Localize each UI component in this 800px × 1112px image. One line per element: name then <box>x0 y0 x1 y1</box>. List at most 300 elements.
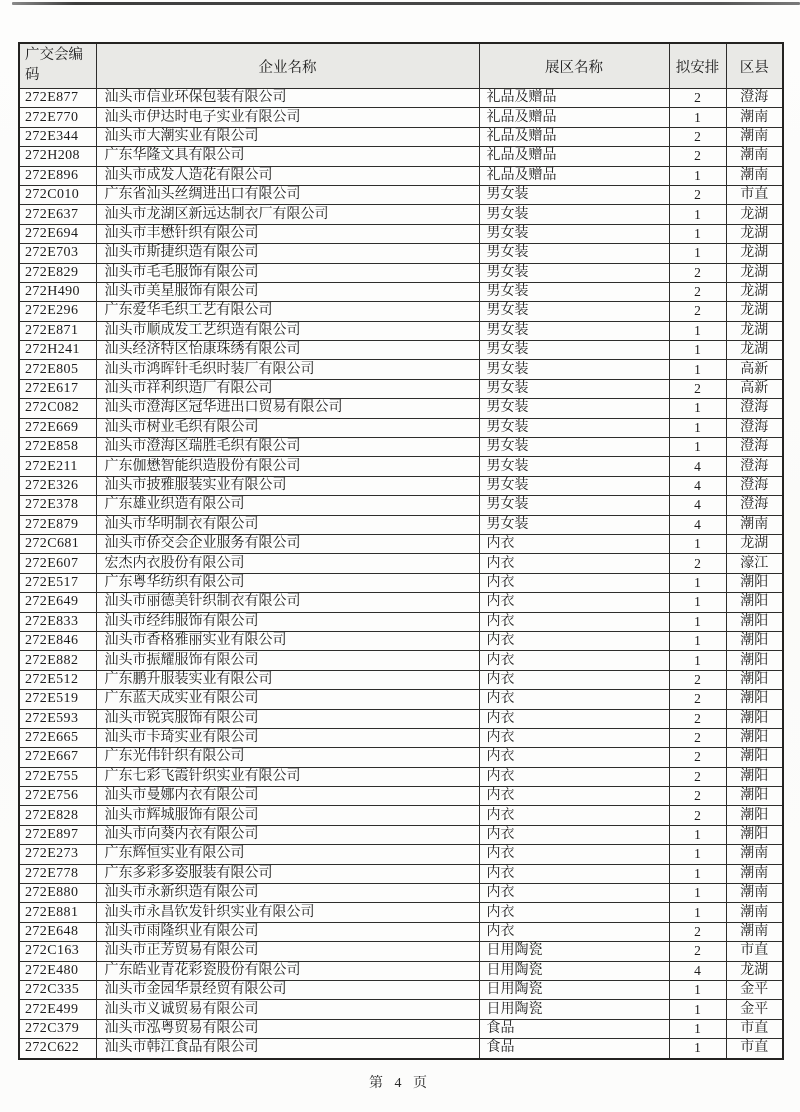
cell-district: 潮阳 <box>726 631 783 650</box>
cell-planned: 2 <box>669 147 726 166</box>
cell-planned: 1 <box>669 166 726 185</box>
cell-fair-code: 272E703 <box>19 244 96 263</box>
cell-planned: 1 <box>669 825 726 844</box>
header-row <box>19 43 783 89</box>
cell-company-name: 汕头市毛毛服饰有限公司 <box>96 263 479 282</box>
cell-zone-name: 日用陶瓷 <box>479 961 669 980</box>
cell-planned: 2 <box>669 748 726 767</box>
cell-zone-name: 内衣 <box>479 884 669 903</box>
cell-fair-code: 272E846 <box>19 631 96 650</box>
table-row <box>19 651 783 670</box>
table-row <box>19 942 783 961</box>
cell-company-name: 宏杰内衣股份有限公司 <box>96 554 479 573</box>
cell-planned: 2 <box>669 670 726 689</box>
cell-district: 潮阳 <box>726 787 783 806</box>
cell-zone-name: 内衣 <box>479 825 669 844</box>
cell-zone-name: 日用陶瓷 <box>479 942 669 961</box>
cell-company-name: 汕头市雨隆织业有限公司 <box>96 922 479 941</box>
cell-company-name: 汕头市披雅服装实业有限公司 <box>96 476 479 495</box>
table-row <box>19 690 783 709</box>
cell-company-name: 汕头市澄海区瑞胜毛织有限公司 <box>96 438 479 457</box>
cell-district: 潮阳 <box>726 728 783 747</box>
table-row <box>19 1039 783 1059</box>
cell-planned: 1 <box>669 534 726 553</box>
cell-district: 澄海 <box>726 418 783 437</box>
cell-planned: 1 <box>669 1039 726 1059</box>
cell-planned: 1 <box>669 651 726 670</box>
cell-district: 潮南 <box>726 845 783 864</box>
cell-company-name: 汕头市曼娜内衣有限公司 <box>96 787 479 806</box>
cell-district: 潮阳 <box>726 612 783 631</box>
cell-fair-code: 272H490 <box>19 282 96 301</box>
cell-zone-name: 男女装 <box>479 263 669 282</box>
cell-planned: 1 <box>669 341 726 360</box>
cell-planned: 2 <box>669 263 726 282</box>
cell-district: 龙湖 <box>726 534 783 553</box>
cell-district: 澄海 <box>726 457 783 476</box>
cell-planned: 2 <box>669 127 726 146</box>
table-row <box>19 864 783 883</box>
cell-district: 金平 <box>726 1000 783 1019</box>
cell-planned: 1 <box>669 612 726 631</box>
table-row <box>19 806 783 825</box>
cell-zone-name: 礼品及赠品 <box>479 166 669 185</box>
column-header-planned: 拟安排 <box>669 43 726 89</box>
table-row <box>19 612 783 631</box>
table-row <box>19 593 783 612</box>
cell-planned: 1 <box>669 845 726 864</box>
cell-company-name: 汕头市鸿晖针毛织时装厂有限公司 <box>96 360 479 379</box>
table-row <box>19 89 783 108</box>
cell-fair-code: 272E897 <box>19 825 96 844</box>
cell-zone-name: 男女装 <box>479 185 669 204</box>
cell-district: 潮南 <box>726 127 783 146</box>
cell-zone-name: 男女装 <box>479 515 669 534</box>
cell-company-name: 汕头市侨交会企业服务有限公司 <box>96 534 479 553</box>
cell-zone-name: 内衣 <box>479 709 669 728</box>
cell-planned: 4 <box>669 457 726 476</box>
table-row <box>19 205 783 224</box>
table-row <box>19 631 783 650</box>
cell-company-name: 汕头市大潮实业有限公司 <box>96 127 479 146</box>
cell-planned: 2 <box>669 942 726 961</box>
column-header-district: 区县 <box>726 43 783 89</box>
cell-fair-code: 272E896 <box>19 166 96 185</box>
table-row <box>19 961 783 980</box>
cell-company-name: 汕头市斯捷织造有限公司 <box>96 244 479 263</box>
table-row <box>19 302 783 321</box>
table-row <box>19 709 783 728</box>
cell-planned: 1 <box>669 631 726 650</box>
table-row <box>19 845 783 864</box>
cell-company-name: 广东光伟针织有限公司 <box>96 748 479 767</box>
cell-zone-name: 内衣 <box>479 748 669 767</box>
cell-planned: 1 <box>669 438 726 457</box>
cell-district: 龙湖 <box>726 341 783 360</box>
cell-fair-code: 272C163 <box>19 942 96 961</box>
cell-district: 高新 <box>726 360 783 379</box>
table-row <box>19 399 783 418</box>
cell-planned: 1 <box>669 1019 726 1038</box>
cell-zone-name: 内衣 <box>479 903 669 922</box>
cell-planned: 1 <box>669 864 726 883</box>
table-row <box>19 496 783 515</box>
cell-district: 龙湖 <box>726 302 783 321</box>
cell-company-name: 广东辉恒实业有限公司 <box>96 845 479 864</box>
cell-district: 市直 <box>726 1019 783 1038</box>
cell-planned: 2 <box>669 89 726 108</box>
cell-district: 澄海 <box>726 438 783 457</box>
table-row <box>19 108 783 127</box>
cell-district: 潮阳 <box>726 767 783 786</box>
table-row <box>19 147 783 166</box>
cell-fair-code: 272E512 <box>19 670 96 689</box>
cell-zone-name: 礼品及赠品 <box>479 127 669 146</box>
cell-district: 龙湖 <box>726 282 783 301</box>
cell-planned: 2 <box>669 690 726 709</box>
table-row <box>19 767 783 786</box>
cell-company-name: 汕头市永新织造有限公司 <box>96 884 479 903</box>
cell-fair-code: 272E833 <box>19 612 96 631</box>
column-header-zone-name: 展区名称 <box>479 43 669 89</box>
cell-planned: 2 <box>669 554 726 573</box>
cell-company-name: 汕头市义诚贸易有限公司 <box>96 1000 479 1019</box>
cell-company-name: 汕头市香格雅丽实业有限公司 <box>96 631 479 650</box>
cell-planned: 2 <box>669 806 726 825</box>
cell-zone-name: 男女装 <box>479 244 669 263</box>
cell-company-name: 汕头市华明制衣有限公司 <box>96 515 479 534</box>
cell-zone-name: 内衣 <box>479 631 669 650</box>
cell-company-name: 汕头市经纬服饰有限公司 <box>96 612 479 631</box>
cell-fair-code: 272E326 <box>19 476 96 495</box>
cell-fair-code: 272E593 <box>19 709 96 728</box>
table-row <box>19 825 783 844</box>
table-row <box>19 457 783 476</box>
cell-district: 濠江 <box>726 554 783 573</box>
cell-company-name: 广东伽懋智能织造股份有限公司 <box>96 457 479 476</box>
cell-district: 龙湖 <box>726 961 783 980</box>
cell-planned: 2 <box>669 185 726 204</box>
cell-planned: 1 <box>669 224 726 243</box>
cell-company-name: 汕头市韩江食品有限公司 <box>96 1039 479 1059</box>
column-header-company-name: 企业名称 <box>96 43 479 89</box>
cell-zone-name: 礼品及赠品 <box>479 89 669 108</box>
cell-district: 潮阳 <box>726 748 783 767</box>
table-row <box>19 244 783 263</box>
cell-company-name: 汕头市树业毛织有限公司 <box>96 418 479 437</box>
cell-district: 潮阳 <box>726 651 783 670</box>
cell-company-name: 广东爱华毛织工艺有限公司 <box>96 302 479 321</box>
table-body <box>19 89 783 1059</box>
cell-district: 潮南 <box>726 864 783 883</box>
cell-district: 龙湖 <box>726 205 783 224</box>
cell-zone-name: 男女装 <box>479 457 669 476</box>
cell-zone-name: 内衣 <box>479 534 669 553</box>
cell-company-name: 汕头市丰懋针织有限公司 <box>96 224 479 243</box>
table-row <box>19 127 783 146</box>
table-row <box>19 282 783 301</box>
cell-fair-code: 272E617 <box>19 379 96 398</box>
cell-company-name: 汕头市顺成发工艺织造有限公司 <box>96 321 479 340</box>
table-row <box>19 573 783 592</box>
table-row <box>19 166 783 185</box>
cell-district: 潮南 <box>726 884 783 903</box>
table-row <box>19 224 783 243</box>
table-row <box>19 515 783 534</box>
cell-planned: 1 <box>669 593 726 612</box>
cell-fair-code: 272E879 <box>19 515 96 534</box>
cell-district: 龙湖 <box>726 224 783 243</box>
cell-zone-name: 内衣 <box>479 612 669 631</box>
cell-zone-name: 内衣 <box>479 922 669 941</box>
cell-zone-name: 男女装 <box>479 302 669 321</box>
cell-fair-code: 272H241 <box>19 341 96 360</box>
cell-planned: 4 <box>669 961 726 980</box>
cell-zone-name: 男女装 <box>479 341 669 360</box>
cell-zone-name: 内衣 <box>479 806 669 825</box>
cell-fair-code: 272E648 <box>19 922 96 941</box>
exhibitor-table <box>18 42 784 1060</box>
cell-planned: 1 <box>669 360 726 379</box>
cell-district: 潮阳 <box>726 690 783 709</box>
cell-planned: 2 <box>669 787 726 806</box>
cell-zone-name: 内衣 <box>479 593 669 612</box>
cell-zone-name: 内衣 <box>479 845 669 864</box>
cell-district: 龙湖 <box>726 263 783 282</box>
cell-company-name: 汕头市龙湖区新远达制衣厂有限公司 <box>96 205 479 224</box>
cell-fair-code: 272E778 <box>19 864 96 883</box>
cell-fair-code: 272E880 <box>19 884 96 903</box>
cell-planned: 1 <box>669 205 726 224</box>
cell-planned: 4 <box>669 496 726 515</box>
cell-planned: 1 <box>669 244 726 263</box>
cell-company-name: 汕头市祥利织造厂有限公司 <box>96 379 479 398</box>
cell-company-name: 广东多彩多姿服装有限公司 <box>96 864 479 883</box>
cell-company-name: 汕头市振耀服饰有限公司 <box>96 651 479 670</box>
cell-company-name: 汕头市金园华景经贸有限公司 <box>96 980 479 999</box>
cell-zone-name: 男女装 <box>479 360 669 379</box>
cell-planned: 1 <box>669 1000 726 1019</box>
cell-zone-name: 内衣 <box>479 864 669 883</box>
cell-district: 市直 <box>726 942 783 961</box>
cell-company-name: 汕头市成发人造花有限公司 <box>96 166 479 185</box>
cell-fair-code: 272E669 <box>19 418 96 437</box>
table-row <box>19 884 783 903</box>
cell-planned: 1 <box>669 418 726 437</box>
table-row <box>19 341 783 360</box>
table-row <box>19 980 783 999</box>
cell-planned: 2 <box>669 767 726 786</box>
cell-company-name: 广东华隆文具有限公司 <box>96 147 479 166</box>
table-row <box>19 379 783 398</box>
cell-district: 潮南 <box>726 922 783 941</box>
cell-fair-code: 272E805 <box>19 360 96 379</box>
cell-fair-code: 272E755 <box>19 767 96 786</box>
cell-planned: 1 <box>669 321 726 340</box>
cell-fair-code: 272E858 <box>19 438 96 457</box>
cell-company-name: 广东粤华纺织有限公司 <box>96 573 479 592</box>
cell-fair-code: 272H208 <box>19 147 96 166</box>
cell-fair-code: 272E519 <box>19 690 96 709</box>
cell-company-name: 广东七彩飞霞针织实业有限公司 <box>96 767 479 786</box>
table-row <box>19 554 783 573</box>
cell-fair-code: 272E499 <box>19 1000 96 1019</box>
cell-fair-code: 272E756 <box>19 787 96 806</box>
table-row <box>19 263 783 282</box>
cell-fair-code: 272E694 <box>19 224 96 243</box>
cell-fair-code: 272E829 <box>19 263 96 282</box>
table-row <box>19 534 783 553</box>
cell-fair-code: 272E828 <box>19 806 96 825</box>
cell-company-name: 汕头市美星服饰有限公司 <box>96 282 479 301</box>
cell-company-name: 广东鹏升服装实业有限公司 <box>96 670 479 689</box>
cell-fair-code: 272E770 <box>19 108 96 127</box>
cell-zone-name: 男女装 <box>479 321 669 340</box>
table-row <box>19 321 783 340</box>
table-row <box>19 438 783 457</box>
cell-company-name: 汕头市伊达时电子实业有限公司 <box>96 108 479 127</box>
cell-fair-code: 272E273 <box>19 845 96 864</box>
cell-company-name: 汕头市向葵内衣有限公司 <box>96 825 479 844</box>
cell-district: 潮南 <box>726 166 783 185</box>
cell-zone-name: 内衣 <box>479 787 669 806</box>
cell-company-name: 广东蓝天成实业有限公司 <box>96 690 479 709</box>
cell-zone-name: 男女装 <box>479 282 669 301</box>
page-number: 第 4 页 <box>369 1076 431 1091</box>
column-header-fair-code: 广交会编码 <box>19 43 96 89</box>
cell-zone-name: 男女装 <box>479 379 669 398</box>
cell-zone-name: 日用陶瓷 <box>479 980 669 999</box>
cell-zone-name: 礼品及赠品 <box>479 108 669 127</box>
cell-fair-code: 272E637 <box>19 205 96 224</box>
cell-planned: 1 <box>669 108 726 127</box>
cell-zone-name: 内衣 <box>479 767 669 786</box>
cell-planned: 2 <box>669 282 726 301</box>
cell-zone-name: 男女装 <box>479 224 669 243</box>
cell-fair-code: 272E882 <box>19 651 96 670</box>
table-row <box>19 748 783 767</box>
cell-fair-code: 272C379 <box>19 1019 96 1038</box>
table-header <box>19 43 783 89</box>
cell-fair-code: 272E665 <box>19 728 96 747</box>
cell-zone-name: 内衣 <box>479 728 669 747</box>
cell-zone-name: 男女装 <box>479 438 669 457</box>
cell-district: 澄海 <box>726 399 783 418</box>
cell-zone-name: 内衣 <box>479 690 669 709</box>
cell-fair-code: 272E877 <box>19 89 96 108</box>
cell-fair-code: 272E649 <box>19 593 96 612</box>
cell-planned: 1 <box>669 980 726 999</box>
cell-company-name: 汕头市永昌钦发针织实业有限公司 <box>96 903 479 922</box>
table-row <box>19 1000 783 1019</box>
cell-district: 澄海 <box>726 476 783 495</box>
cell-fair-code: 272C681 <box>19 534 96 553</box>
cell-planned: 2 <box>669 302 726 321</box>
cell-zone-name: 礼品及赠品 <box>479 147 669 166</box>
cell-district: 澄海 <box>726 89 783 108</box>
cell-fair-code: 272E211 <box>19 457 96 476</box>
cell-company-name: 汕头市卡琦实业有限公司 <box>96 728 479 747</box>
cell-zone-name: 内衣 <box>479 554 669 573</box>
cell-company-name: 汕头市锐宾服饰有限公司 <box>96 709 479 728</box>
cell-zone-name: 内衣 <box>479 651 669 670</box>
cell-fair-code: 272E881 <box>19 903 96 922</box>
cell-company-name: 广东省汕头丝绸进出口有限公司 <box>96 185 479 204</box>
cell-district: 市直 <box>726 185 783 204</box>
cell-district: 潮阳 <box>726 593 783 612</box>
cell-fair-code: 272E517 <box>19 573 96 592</box>
cell-zone-name: 男女装 <box>479 476 669 495</box>
cell-planned: 2 <box>669 922 726 941</box>
cell-district: 潮阳 <box>726 573 783 592</box>
cell-district: 潮阳 <box>726 670 783 689</box>
table-row <box>19 903 783 922</box>
cell-district: 澄海 <box>726 496 783 515</box>
cell-zone-name: 男女装 <box>479 399 669 418</box>
cell-company-name: 汕头市正芳贸易有限公司 <box>96 942 479 961</box>
cell-planned: 1 <box>669 903 726 922</box>
cell-planned: 2 <box>669 728 726 747</box>
cell-planned: 2 <box>669 379 726 398</box>
cell-company-name: 广东皓业青花彩瓷股份有限公司 <box>96 961 479 980</box>
table-row <box>19 922 783 941</box>
scan-artifact-line <box>12 2 800 5</box>
cell-planned: 1 <box>669 884 726 903</box>
cell-fair-code: 272C010 <box>19 185 96 204</box>
cell-fair-code: 272E607 <box>19 554 96 573</box>
cell-district: 龙湖 <box>726 244 783 263</box>
cell-fair-code: 272E871 <box>19 321 96 340</box>
cell-fair-code: 272C622 <box>19 1039 96 1059</box>
cell-planned: 1 <box>669 573 726 592</box>
cell-company-name: 汕头市辉城服饰有限公司 <box>96 806 479 825</box>
cell-zone-name: 食品 <box>479 1039 669 1059</box>
cell-district: 潮南 <box>726 108 783 127</box>
cell-district: 市直 <box>726 1039 783 1059</box>
cell-district: 潮阳 <box>726 825 783 844</box>
cell-planned: 4 <box>669 515 726 534</box>
cell-zone-name: 食品 <box>479 1019 669 1038</box>
cell-fair-code: 272E296 <box>19 302 96 321</box>
cell-district: 潮阳 <box>726 709 783 728</box>
cell-district: 潮阳 <box>726 806 783 825</box>
table-row <box>19 670 783 689</box>
table-row <box>19 728 783 747</box>
cell-zone-name: 男女装 <box>479 496 669 515</box>
cell-fair-code: 272E480 <box>19 961 96 980</box>
cell-district: 潮南 <box>726 903 783 922</box>
cell-planned: 1 <box>669 399 726 418</box>
cell-district: 潮南 <box>726 147 783 166</box>
cell-district: 潮南 <box>726 515 783 534</box>
table-row <box>19 1019 783 1038</box>
table-row <box>19 476 783 495</box>
cell-company-name: 汕头市信业环保包装有限公司 <box>96 89 479 108</box>
table-row <box>19 418 783 437</box>
cell-fair-code: 272E378 <box>19 496 96 515</box>
cell-zone-name: 男女装 <box>479 418 669 437</box>
cell-fair-code: 272C082 <box>19 399 96 418</box>
cell-zone-name: 日用陶瓷 <box>479 1000 669 1019</box>
cell-fair-code: 272E344 <box>19 127 96 146</box>
cell-fair-code: 272C335 <box>19 980 96 999</box>
cell-company-name: 汕头市丽德美针织制衣有限公司 <box>96 593 479 612</box>
cell-company-name: 汕头市澄海区冠华进出口贸易有限公司 <box>96 399 479 418</box>
cell-district: 金平 <box>726 980 783 999</box>
cell-company-name: 广东雄业织造有限公司 <box>96 496 479 515</box>
cell-zone-name: 内衣 <box>479 573 669 592</box>
cell-company-name: 汕头经济特区怡康珠绣有限公司 <box>96 341 479 360</box>
